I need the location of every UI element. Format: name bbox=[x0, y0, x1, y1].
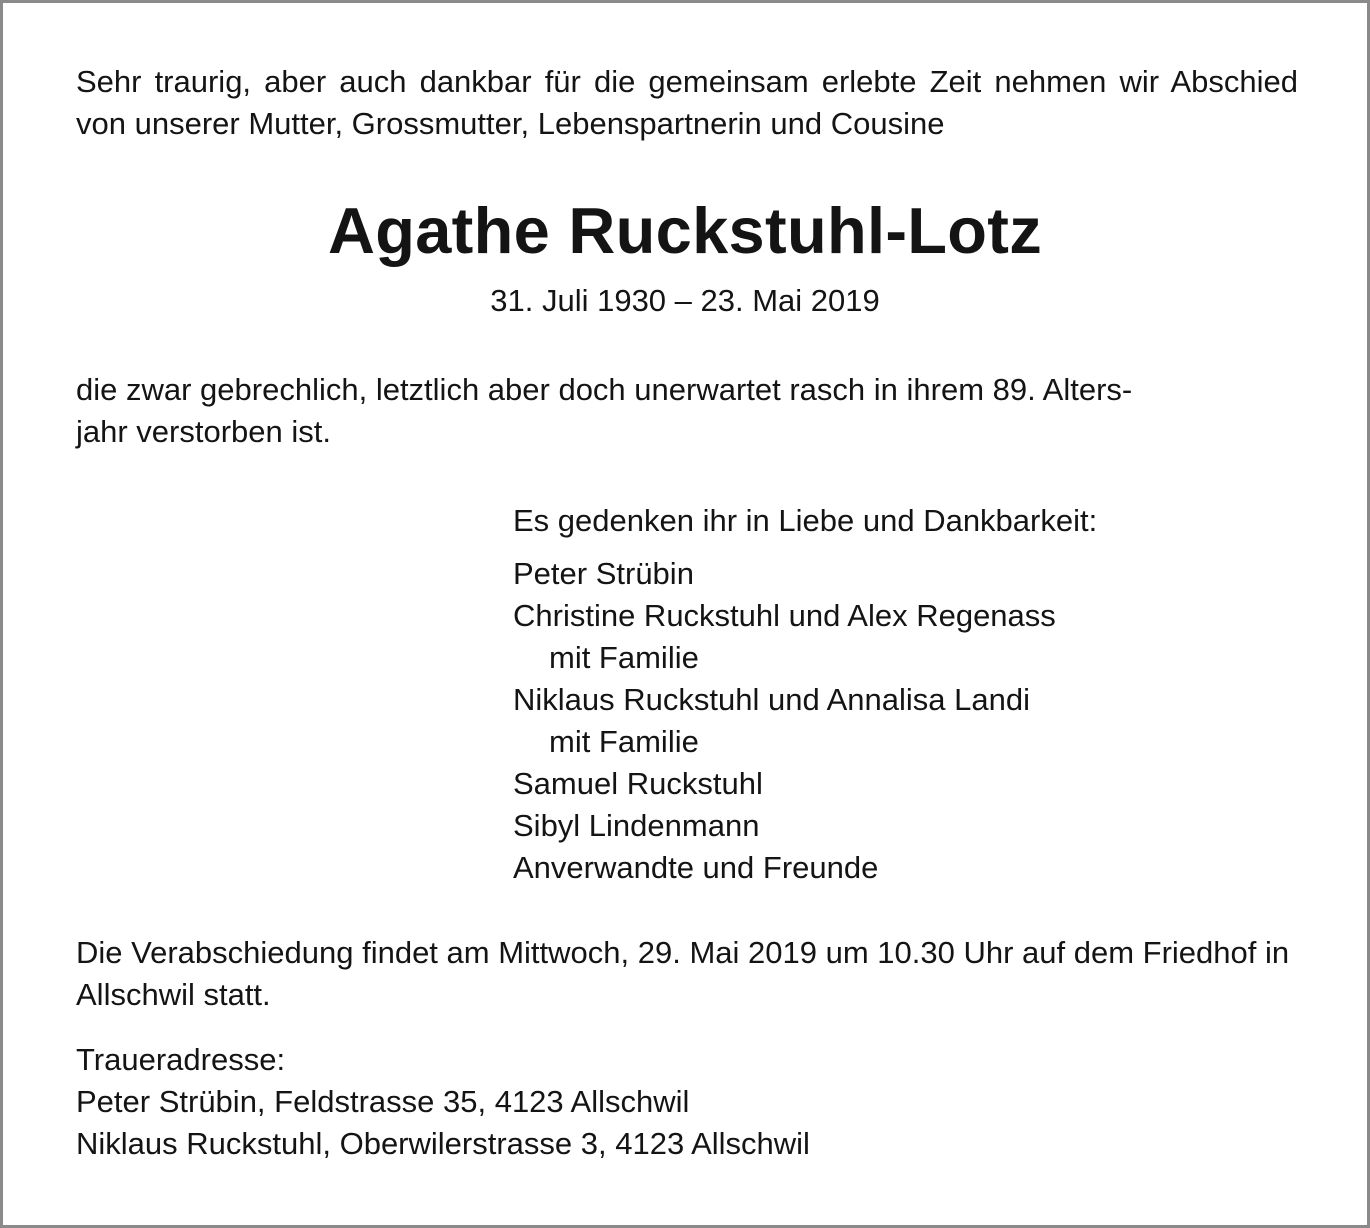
mourner-line: Niklaus Ruckstuhl und Annalisa Landi bbox=[513, 682, 1030, 717]
mourner-line: Anverwandte und Freunde bbox=[513, 850, 879, 885]
mourner-line: Christine Ruckstuhl und Alex Regenass bbox=[513, 598, 1056, 633]
passing-line-2: jahr verstorben ist. bbox=[76, 414, 331, 449]
address-line: Peter Strübin, Feldstrasse 35, 4123 Allschwil bbox=[76, 1084, 690, 1119]
intro-text: Sehr traurig, aber auch dankbar für die gemeinsam erlebte Zeit nehmen wir Abschied von unserer Mutter, Grossmutter, Lebenspartnerin und Cousine bbox=[76, 64, 1298, 141]
mourner-line-indented: mit Familie bbox=[549, 724, 699, 759]
passing-line-1: die zwar gebrechlich, letztlich aber doch unerwartet rasch in ihrem 89. Alters- bbox=[76, 372, 1133, 407]
mourner-line: Samuel Ruckstuhl bbox=[513, 766, 763, 801]
address-line: Niklaus Ruckstuhl, Oberwilerstrasse 3, 4123 Allschwil bbox=[76, 1126, 810, 1161]
address-label: Traueradresse: bbox=[76, 1042, 286, 1077]
ceremony-text: Die Verabschiedung findet am Mittwoch, 29. Mai 2019 um 10.30 Uhr auf dem Friedhof in Allschwil statt. bbox=[76, 935, 1290, 1012]
mourners-list bbox=[513, 553, 1313, 889]
deceased-name: Agathe Ruckstuhl-Lotz bbox=[327, 194, 1043, 267]
mourner-line-indented: mit Familie bbox=[549, 640, 699, 675]
mourners-heading: Es gedenken ihr in Liebe und Dankbarkeit: bbox=[513, 503, 1098, 538]
mourner-line: Sibyl Lindenmann bbox=[513, 808, 760, 843]
life-dates: 31. Juli 1930 – 23. Mai 2019 bbox=[490, 283, 880, 318]
mourner-line: Peter Strübin bbox=[513, 556, 694, 591]
passing-text bbox=[76, 369, 1298, 453]
